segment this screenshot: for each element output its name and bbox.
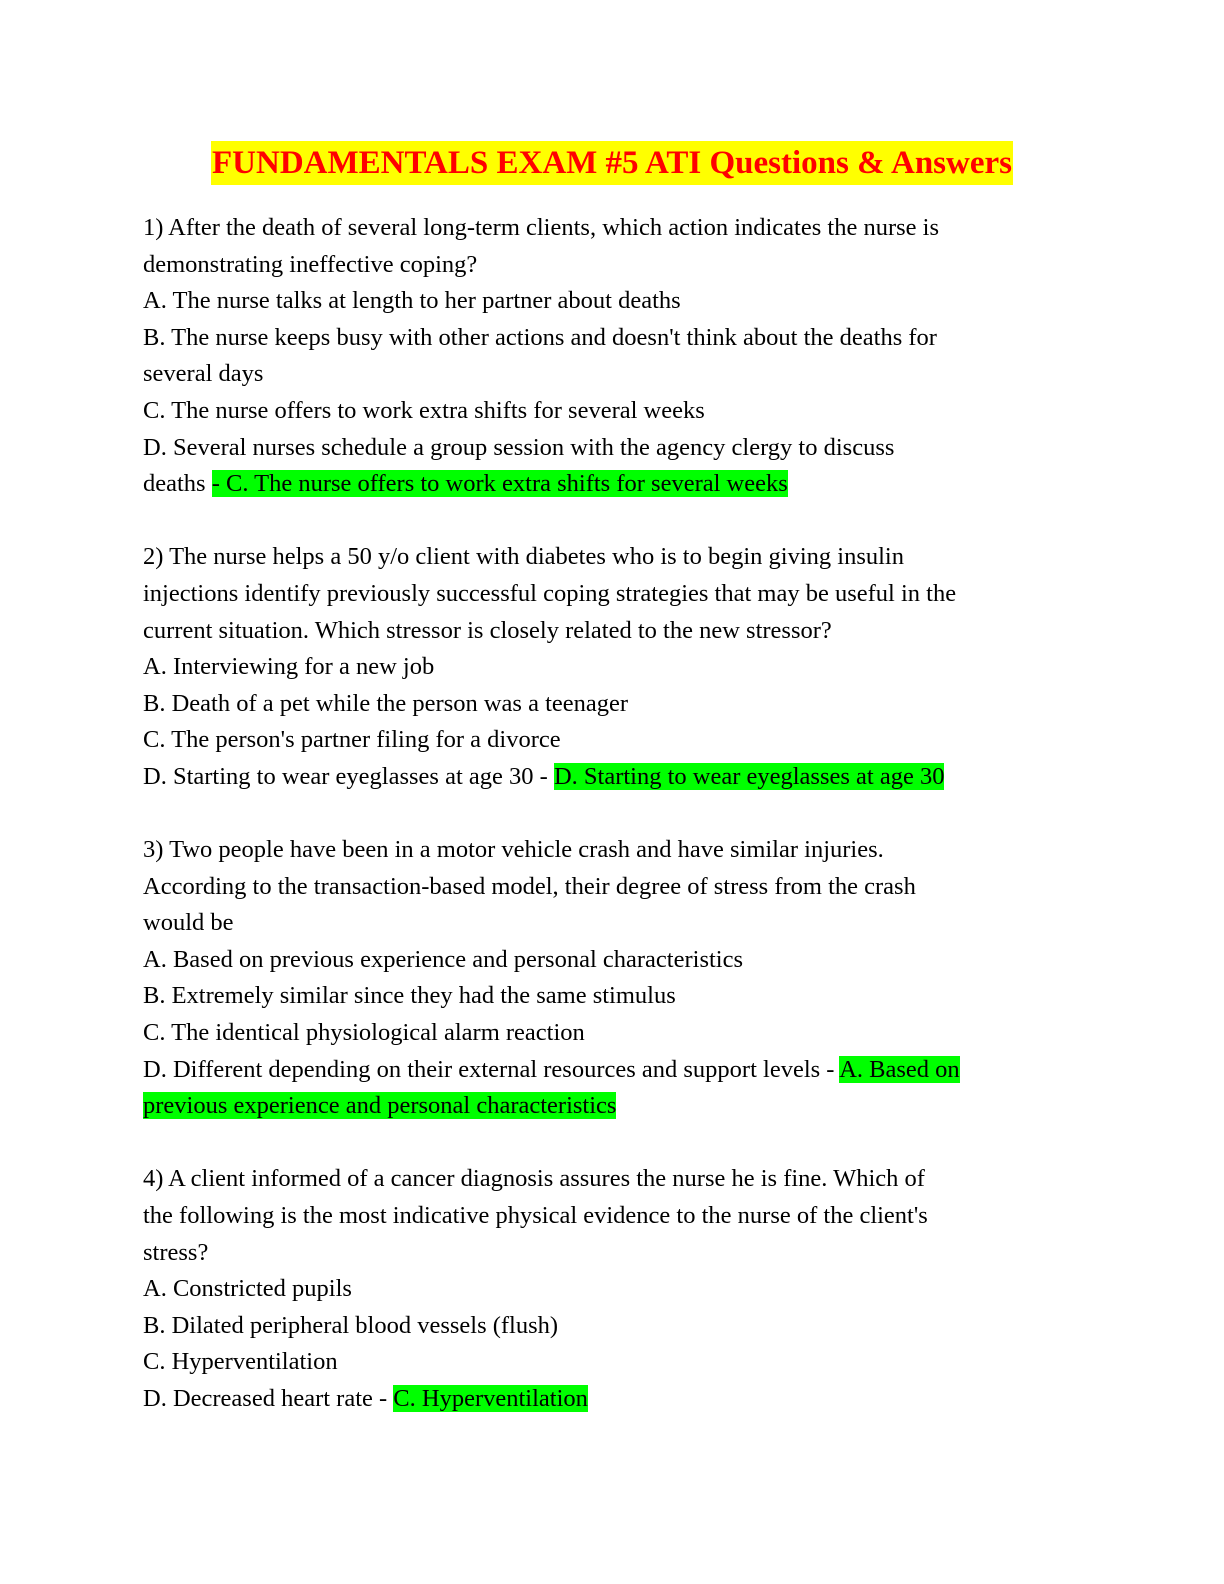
answer-lead: D. Decreased heart rate - bbox=[143, 1385, 394, 1412]
option-b: B. Extremely similar since they had the same stimulus bbox=[143, 982, 676, 1010]
question-3 bbox=[143, 832, 1083, 1125]
option-c: C. The identical physiological alarm reaction bbox=[143, 1019, 585, 1047]
question-text-line: demonstrating ineffective coping? bbox=[143, 250, 478, 278]
option-c: C. Hyperventilation bbox=[143, 1348, 338, 1376]
question-text-line: current situation. Which stressor is closely related to the new stressor? bbox=[143, 616, 832, 644]
correct-answer-highlight: C. Hyperventilation bbox=[393, 1385, 588, 1412]
option-b: B. The nurse keeps busy with other actions and doesn't think about the deaths for bbox=[143, 323, 937, 351]
answer-line bbox=[143, 1381, 1083, 1418]
question-4 bbox=[143, 1161, 1083, 1417]
question-text-line: the following is the most indicative physical evidence to the nurse of the client's bbox=[143, 1202, 928, 1230]
option-b: B. Death of a pet while the person was a teenager bbox=[143, 689, 629, 717]
answer-line bbox=[143, 759, 1083, 796]
correct-answer-highlight: A. Based on bbox=[839, 1055, 960, 1083]
option-d: D. Several nurses schedule a group session with the agency clergy to discuss bbox=[143, 433, 895, 461]
answer-line bbox=[143, 466, 1083, 503]
question-1 bbox=[143, 210, 1083, 503]
question-text-line: 2) The nurse helps a 50 y/o client with diabetes who is to begin giving insulin bbox=[143, 543, 904, 571]
answer-lead: deaths bbox=[143, 470, 212, 498]
correct-answer-highlight: - C. The nurse offers to work extra shifts for several weeks bbox=[211, 470, 788, 498]
question-text-line: injections identify previously successful coping strategies that may be useful in the bbox=[143, 579, 957, 607]
option-b-continued: several days bbox=[143, 360, 264, 388]
title-container bbox=[0, 141, 1224, 185]
page-title: FUNDAMENTALS EXAM #5 ATI Questions & Answers bbox=[211, 141, 1013, 185]
option-a: A. Interviewing for a new job bbox=[143, 653, 435, 681]
question-text-line: According to the transaction-based model, their degree of stress from the crash bbox=[143, 872, 916, 900]
answer-lead: D. Different depending on their external resources and support levels - bbox=[143, 1055, 840, 1083]
option-c: C. The nurse offers to work extra shifts for several weeks bbox=[143, 396, 705, 424]
question-text-line: 3) Two people have been in a motor vehicle crash and have similar injuries. bbox=[143, 836, 884, 864]
option-a: A. The nurse talks at length to her partner about deaths bbox=[143, 287, 681, 315]
answer-line bbox=[143, 1052, 1083, 1089]
correct-answer-highlight-continued: previous experience and personal characteristics bbox=[143, 1092, 617, 1120]
question-2 bbox=[143, 539, 1083, 795]
question-text-line: 1) After the death of several long-term clients, which action indicates the nurse is bbox=[143, 214, 939, 241]
option-a: A. Constricted pupils bbox=[143, 1275, 352, 1303]
answer-line-continued bbox=[143, 1088, 1083, 1125]
question-text-line: stress? bbox=[143, 1238, 209, 1266]
questions-body bbox=[143, 210, 1083, 1454]
answer-lead: D. Starting to wear eyeglasses at age 30 - bbox=[143, 762, 554, 790]
question-text-line: would be bbox=[143, 909, 234, 937]
question-text-line: 4) A client informed of a cancer diagnosis assures the nurse he is fine. Which of bbox=[143, 1165, 925, 1193]
correct-answer-highlight: D. Starting to wear eyeglasses at age 30 bbox=[553, 762, 945, 790]
option-a: A. Based on previous experience and personal characteristics bbox=[143, 945, 744, 973]
option-c: C. The person's partner filing for a divorce bbox=[143, 726, 561, 754]
option-b: B. Dilated peripheral blood vessels (flush) bbox=[143, 1311, 559, 1339]
